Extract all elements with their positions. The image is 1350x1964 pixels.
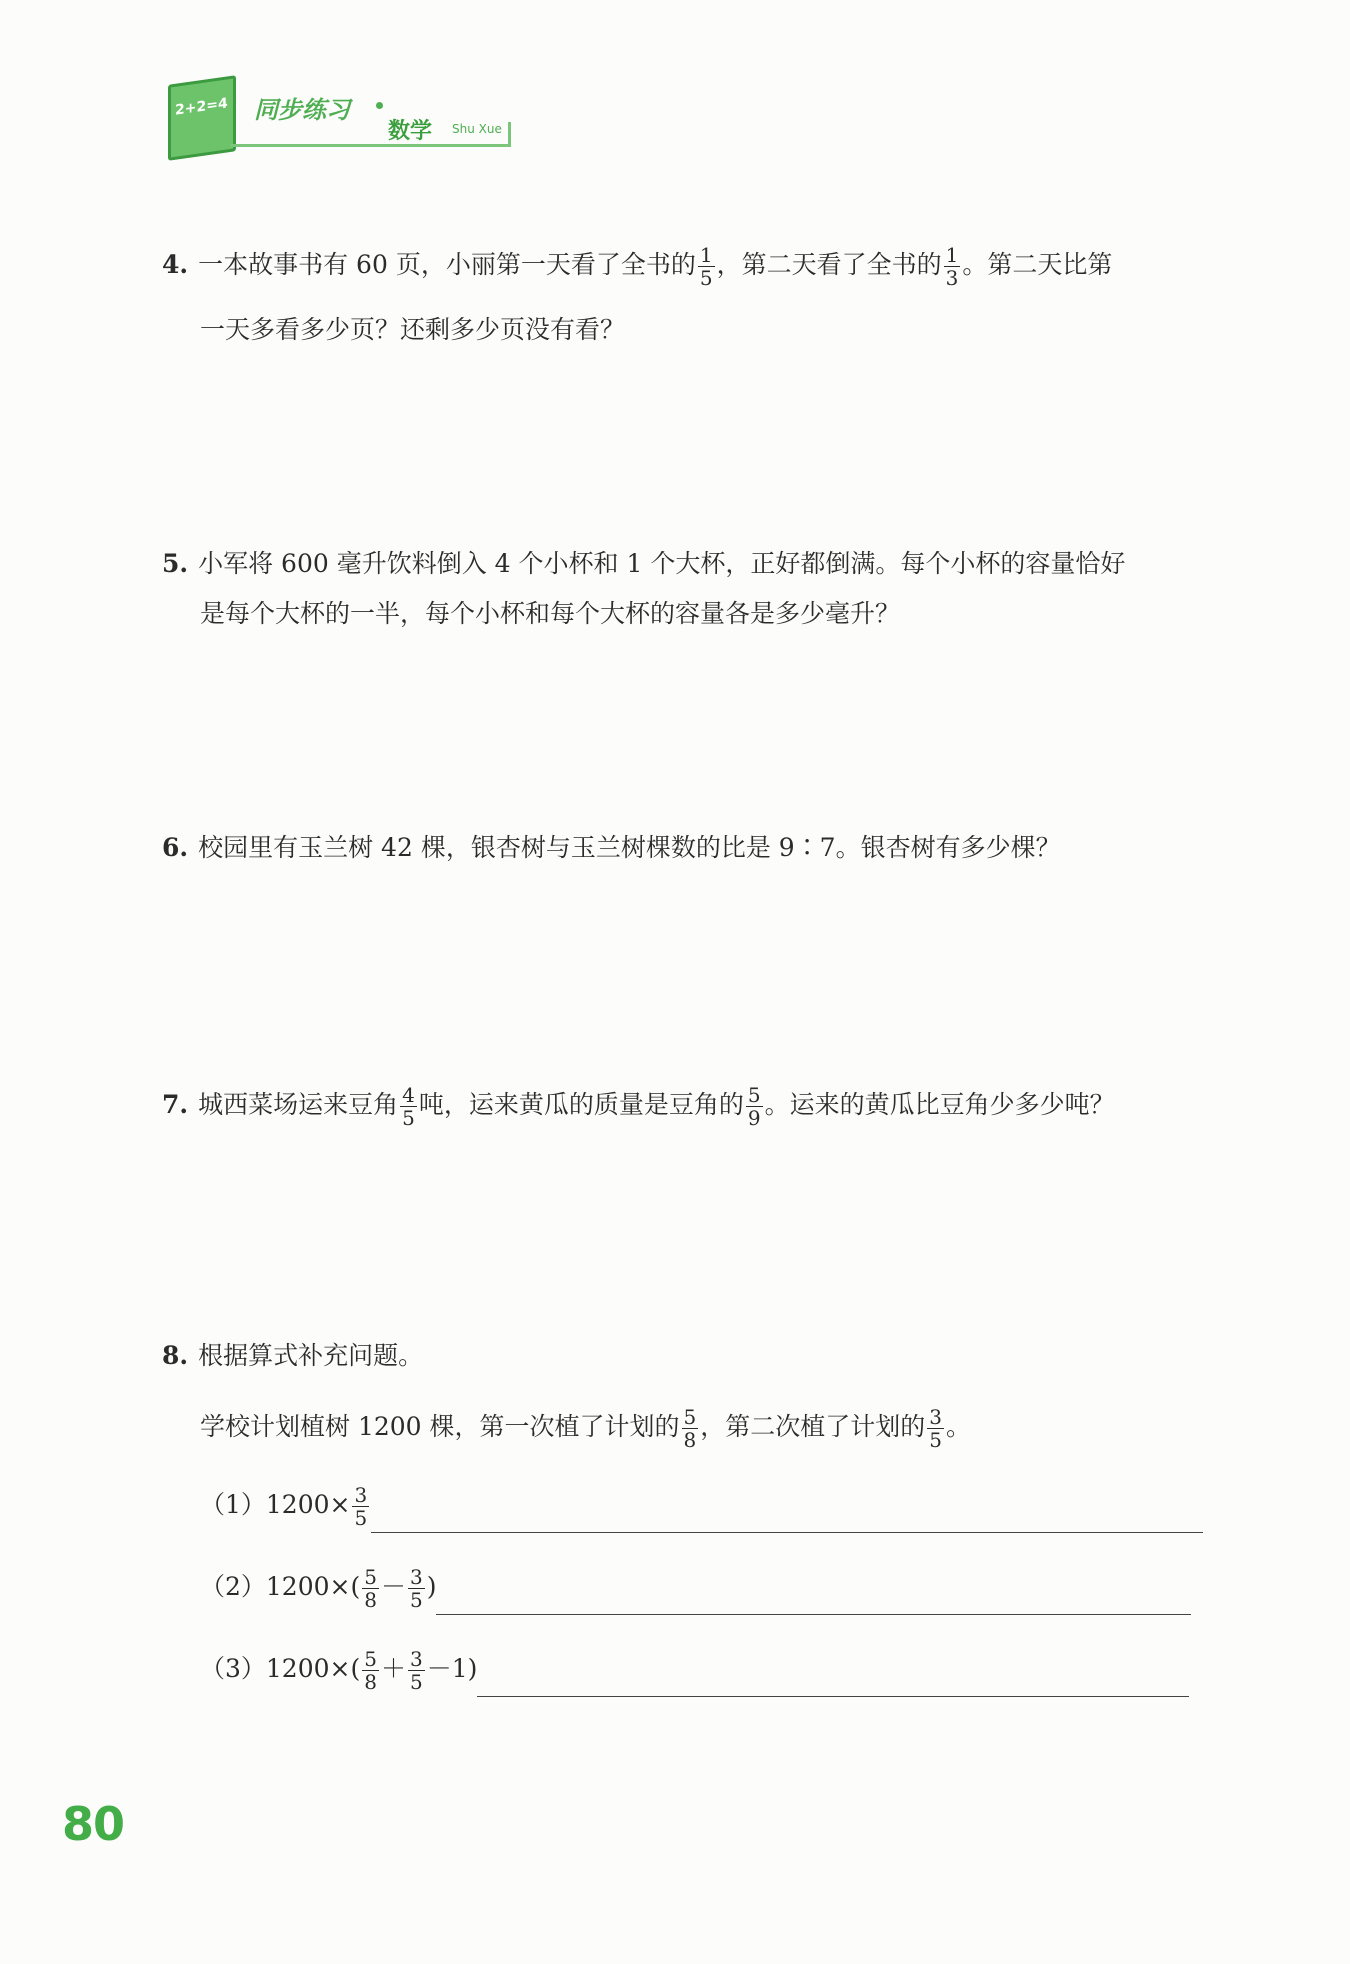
question-text: ，第二天看了全书的 — [716, 250, 942, 279]
question-5-line-1 — [162, 546, 1125, 582]
denominator: 9 — [747, 1106, 761, 1130]
question-text: 校园里有玉兰树 42 棵，银杏树与玉兰树棵数的比是 9∶7。银杏树有多少棵？ — [198, 833, 1061, 862]
subject-pinyin: Shu Xue — [452, 122, 502, 136]
expression-label: （3）1200×( — [200, 1654, 361, 1683]
denominator: 5 — [409, 1588, 423, 1612]
denominator: 8 — [683, 1428, 697, 1452]
denominator: 5 — [354, 1506, 368, 1530]
sub-question-2 — [200, 1566, 1191, 1615]
question-8-line-2 — [200, 1406, 971, 1451]
page-header — [160, 72, 520, 162]
fraction — [698, 244, 715, 289]
question-5-line-2: 是每个大杯的一半，每个小杯和每个大杯的容量各是多少毫升？ — [200, 599, 901, 628]
expression-tail: ) — [426, 1572, 437, 1601]
question-number: 8. — [162, 1341, 189, 1370]
operator: ＋ — [380, 1654, 406, 1683]
expression-tail: －1) — [426, 1654, 478, 1683]
question-text: ，第二次植了计划的 — [700, 1412, 926, 1441]
question-text: 。 — [946, 1412, 972, 1441]
question-6-line-1 — [162, 830, 1061, 866]
denominator: 8 — [364, 1670, 377, 1694]
denominator: 8 — [364, 1588, 377, 1612]
numerator: 5 — [364, 1565, 377, 1589]
question-number: 4. — [162, 250, 189, 279]
fraction — [408, 1648, 425, 1693]
numerator: 5 — [683, 1405, 697, 1429]
denominator: 5 — [402, 1106, 415, 1130]
question-4-line-1 — [162, 244, 1112, 289]
board-equation: 2+2=4 — [175, 95, 228, 119]
numerator: 5 — [364, 1647, 377, 1671]
question-text: 。第二天比第 — [962, 250, 1113, 279]
fraction — [352, 1484, 369, 1529]
question-text: 城西菜场运来豆角 — [198, 1090, 399, 1119]
fraction — [362, 1566, 379, 1611]
denominator: 5 — [409, 1670, 423, 1694]
numerator: 3 — [929, 1405, 943, 1429]
question-text: 学校计划植树 1200 棵，第一次植了计划的 — [200, 1412, 680, 1441]
sub-question-3 — [200, 1648, 1189, 1697]
fraction — [682, 1406, 699, 1451]
question-7-line-1 — [162, 1084, 1115, 1129]
question-text: 一本故事书有 60 页，小丽第一天看了全书的 — [198, 250, 696, 279]
question-4-line-2: 一天多看多少页？还剩多少页没有看？ — [200, 315, 626, 344]
series-title: 同步练习 — [254, 96, 350, 124]
header-underline-cap — [508, 122, 511, 147]
question-8-line-1 — [162, 1338, 423, 1374]
subject-title: 数学 — [388, 119, 433, 144]
denominator: 5 — [699, 266, 713, 290]
denominator: 3 — [945, 266, 959, 290]
chalkboard-logo-icon — [168, 75, 236, 161]
sub-question-1 — [200, 1484, 1203, 1533]
answer-blank-line[interactable] — [371, 1532, 1203, 1533]
question-text: 小军将 600 毫升饮料倒入 4 个小杯和 1 个大杯，正好都倒满。每个小杯的容量恰好 — [198, 549, 1126, 578]
operator: － — [380, 1572, 406, 1601]
question-number: 5. — [162, 549, 189, 578]
fraction — [944, 244, 961, 289]
expression-label: （1）1200× — [200, 1490, 351, 1519]
fraction — [408, 1566, 425, 1611]
numerator: 1 — [699, 243, 713, 267]
denominator: 5 — [929, 1428, 943, 1452]
numerator: 3 — [409, 1565, 423, 1589]
answer-blank-line[interactable] — [436, 1614, 1191, 1615]
expression-label: （2）1200×( — [200, 1572, 361, 1601]
answer-blank-line[interactable] — [477, 1696, 1189, 1697]
question-text: 吨，运来黄瓜的质量是豆角的 — [418, 1090, 744, 1119]
header-dot — [376, 102, 383, 109]
question-number: 6. — [162, 833, 189, 862]
question-number: 7. — [162, 1090, 189, 1119]
numerator: 5 — [747, 1083, 761, 1107]
question-text: 。运来的黄瓜比豆角少多少吨？ — [764, 1090, 1115, 1119]
fraction — [400, 1084, 417, 1129]
fraction — [746, 1084, 763, 1129]
fraction — [927, 1406, 944, 1451]
numerator: 3 — [354, 1483, 368, 1507]
numerator: 4 — [402, 1083, 415, 1107]
page-number: 80 — [62, 1797, 125, 1851]
fraction — [362, 1648, 379, 1693]
numerator: 3 — [409, 1647, 423, 1671]
numerator: 1 — [945, 243, 959, 267]
header-underline — [230, 144, 510, 147]
question-text: 根据算式补充问题。 — [198, 1341, 424, 1370]
